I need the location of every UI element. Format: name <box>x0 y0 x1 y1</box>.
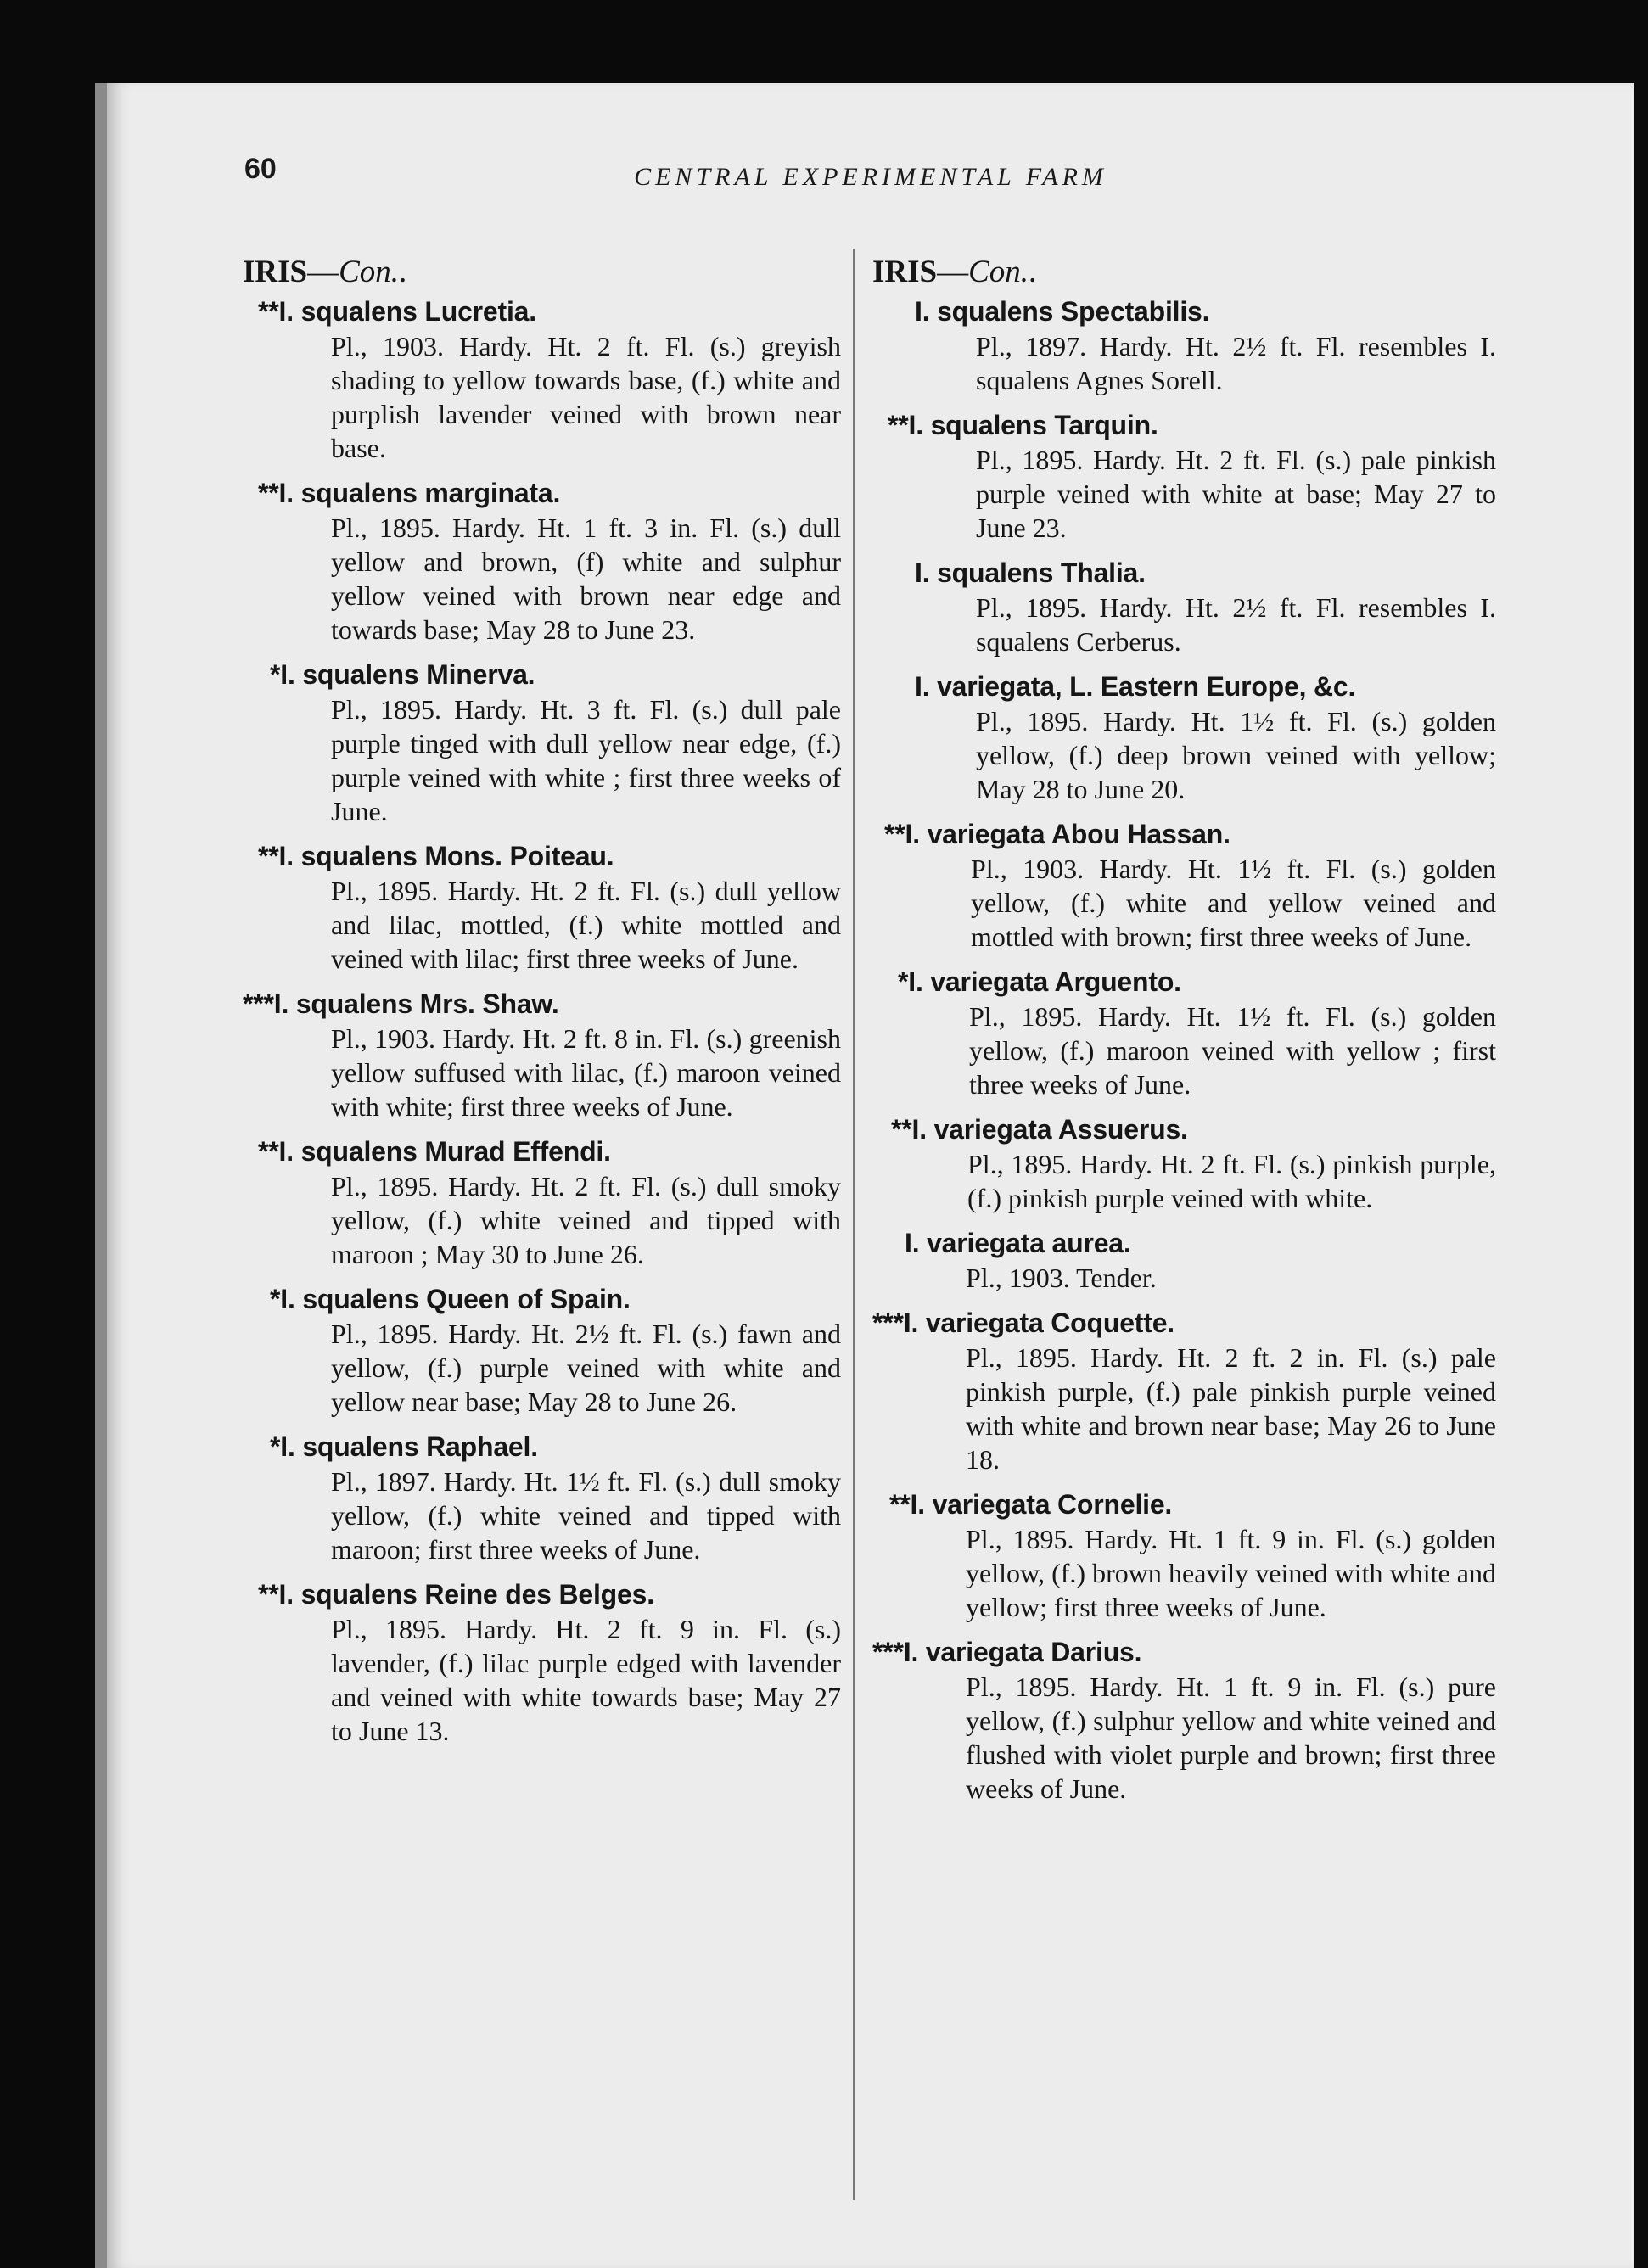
entry-title: **I. variegata Abou Hassan. <box>884 819 1230 849</box>
plant-entry <box>872 294 1496 397</box>
plant-entry <box>872 1634 1496 1806</box>
entry-title: **I. squalens Lucretia. <box>258 296 536 327</box>
section-heading: IRIS—Con.. <box>872 255 1037 289</box>
entry-title: **I. squalens Tarquin. <box>888 410 1158 440</box>
entry-description: Pl., 1903. Hardy. Ht. 1½ ft. Fl. (s.) golden yellow, (f.) white and yellow veined and mottled with brown; first three weeks of June. <box>971 854 1496 952</box>
section-heading: IRIS—Con.. <box>243 255 407 289</box>
section-heading-main: IRIS <box>872 255 938 289</box>
entry-description: Pl., 1895. Hardy. Ht. 1½ ft. Fl. (s.) golden yellow, (f.) deep brown veined with yellow; May 28 to June 20. <box>976 706 1496 804</box>
entry-title: *I. variegata Arguento. <box>898 966 1181 997</box>
entry-description: Pl., 1895. Hardy. Ht. 2 ft. 9 in. Fl. (s.) lavender, (f.) lilac purple edged with lavender and veined with white towards base; May 27 to June 13. <box>331 1614 841 1746</box>
page-header <box>107 153 1634 204</box>
plant-entry <box>243 1134 841 1271</box>
entry-description: Pl., 1903. Tender. <box>966 1263 1157 1293</box>
plant-entry <box>872 407 1496 545</box>
entry-description: Pl., 1897. Hardy. Ht. 1½ ft. Fl. (s.) dull smoky yellow, (f.) white veined and tipped with maroon; first three weeks of June. <box>331 1466 841 1565</box>
plant-entry <box>872 816 1496 954</box>
entry-description: Pl., 1895. Hardy. Ht. 1 ft. 9 in. Fl. (s.) pure yellow, (f.) sulphur yellow and white veined and flushed with violet purple and brown; first three weeks of June. <box>966 1672 1496 1804</box>
entry-description: Pl., 1897. Hardy. Ht. 2½ ft. Fl. resembles I. squalens Agnes Sorell. <box>976 331 1496 395</box>
entry-description: Pl., 1903. Hardy. Ht. 2 ft. 8 in. Fl. (s.) greenish yellow suffused with lilac, (f.) maroon veined with white; first three weeks of June. <box>331 1023 841 1122</box>
entry-title: **I. squalens Mons. Poiteau. <box>258 841 614 871</box>
entry-title: **I. squalens Murad Effendi. <box>258 1136 611 1167</box>
plant-entry <box>872 964 1496 1101</box>
plant-entry <box>872 1305 1496 1476</box>
plant-entry <box>243 657 841 828</box>
plant-entry <box>243 294 841 465</box>
right-column <box>872 253 1496 1816</box>
section-heading-suffix: Con. <box>968 255 1029 289</box>
entry-description: Pl., 1895. Hardy. Ht. 2 ft. Fl. (s.) pale pinkish purple veined with white at base; May 27 to June 23. <box>976 445 1496 543</box>
plant-entry <box>243 1429 841 1566</box>
plant-entry <box>872 669 1496 806</box>
plant-entry <box>243 1281 841 1419</box>
plant-entry <box>872 1112 1496 1215</box>
entry-title: **I. squalens marginata. <box>258 478 561 508</box>
entry-title: ***I. squalens Mrs. Shaw. <box>243 988 559 1019</box>
entry-description: Pl., 1895. Hardy. Ht. 1 ft. 9 in. Fl. (s.) golden yellow, (f.) brown heavily veined with white and yellow; first three weeks of June. <box>966 1524 1496 1622</box>
entry-title: ***I. variegata Coquette. <box>872 1308 1175 1338</box>
entry-title: I. variegata aurea. <box>905 1228 1131 1258</box>
plant-entry <box>243 838 841 976</box>
plant-entry <box>872 1225 1496 1295</box>
entry-title: *I. squalens Queen of Spain. <box>270 1284 631 1314</box>
entry-title: *I. squalens Minerva. <box>270 659 535 690</box>
running-title: CENTRAL EXPERIMENTAL FARM <box>634 163 1107 191</box>
entry-description: Pl., 1895. Hardy. Ht. 1 ft. 3 in. Fl. (s.) dull yellow and brown, (f) white and sulphur yellow veined with brown near edge and towards base; May 28 to June 23. <box>331 512 841 645</box>
plant-entry <box>243 1576 841 1748</box>
entry-title: **I. variegata Cornelie. <box>889 1489 1173 1520</box>
entry-description: Pl., 1895. Hardy. Ht. 2½ ft. Fl. resembles I. squalens Cerberus. <box>976 592 1496 657</box>
entry-title: I. squalens Spectabilis. <box>915 296 1210 327</box>
entry-title: **I. variegata Assuerus. <box>891 1114 1188 1145</box>
entry-description: Pl., 1895. Hardy. Ht. 2 ft. Fl. (s.) dull smoky yellow, (f.) white veined and tipped with maroon ; May 30 to June 26. <box>331 1171 841 1269</box>
entry-description: Pl., 1903. Hardy. Ht. 2 ft. Fl. (s.) greyish shading to yellow towards base, (f.) white and purplish lavender veined with brown near base. <box>331 331 841 463</box>
entry-title: **I. squalens Reine des Belges. <box>258 1579 654 1610</box>
section-heading-main: IRIS <box>243 255 308 289</box>
section-heading-suffix: Con. <box>339 255 400 289</box>
entry-description: Pl., 1895. Hardy. Ht. 2 ft. Fl. (s.) dull yellow and lilac, mottled, (f.) white mottled and veined with lilac; first three weeks of June. <box>331 876 841 974</box>
scanned-page <box>95 83 1634 2268</box>
entry-description: Pl., 1895. Hardy. Ht. 2½ ft. Fl. (s.) fawn and yellow, (f.) purple veined with white and yellow near base; May 28 to June 26. <box>331 1319 841 1417</box>
plant-entry <box>243 986 841 1123</box>
left-column <box>243 253 841 1758</box>
entry-description: Pl., 1895. Hardy. Ht. 2 ft. Fl. (s.) pinkish purple, (f.) pinkish purple veined with white. <box>967 1149 1496 1213</box>
entry-title: *I. squalens Raphael. <box>270 1431 538 1462</box>
plant-entry <box>872 1487 1496 1624</box>
entry-description: Pl., 1895. Hardy. Ht. 1½ ft. Fl. (s.) golden yellow, (f.) maroon veined with yellow ; first three weeks of June. <box>969 1001 1496 1100</box>
entry-title: ***I. variegata Darius. <box>872 1637 1142 1667</box>
entry-title: I. squalens Thalia. <box>915 557 1146 588</box>
plant-entry <box>872 555 1496 658</box>
plant-entry <box>243 475 841 647</box>
entry-description: Pl., 1895. Hardy. Ht. 2 ft. 2 in. Fl. (s.) pale pinkish purple, (f.) pale pinkish purple veined with white and brown near base; May 26 to June 18. <box>966 1342 1496 1475</box>
entry-description: Pl., 1895. Hardy. Ht. 3 ft. Fl. (s.) dull pale purple tinged with dull yellow near edge, (f.) purple veined with white ; first three weeks of June. <box>331 694 841 826</box>
entry-title: I. variegata, L. Eastern Europe, &c. <box>915 671 1356 702</box>
column-divider <box>853 249 855 2200</box>
page-number: 60 <box>244 153 277 185</box>
